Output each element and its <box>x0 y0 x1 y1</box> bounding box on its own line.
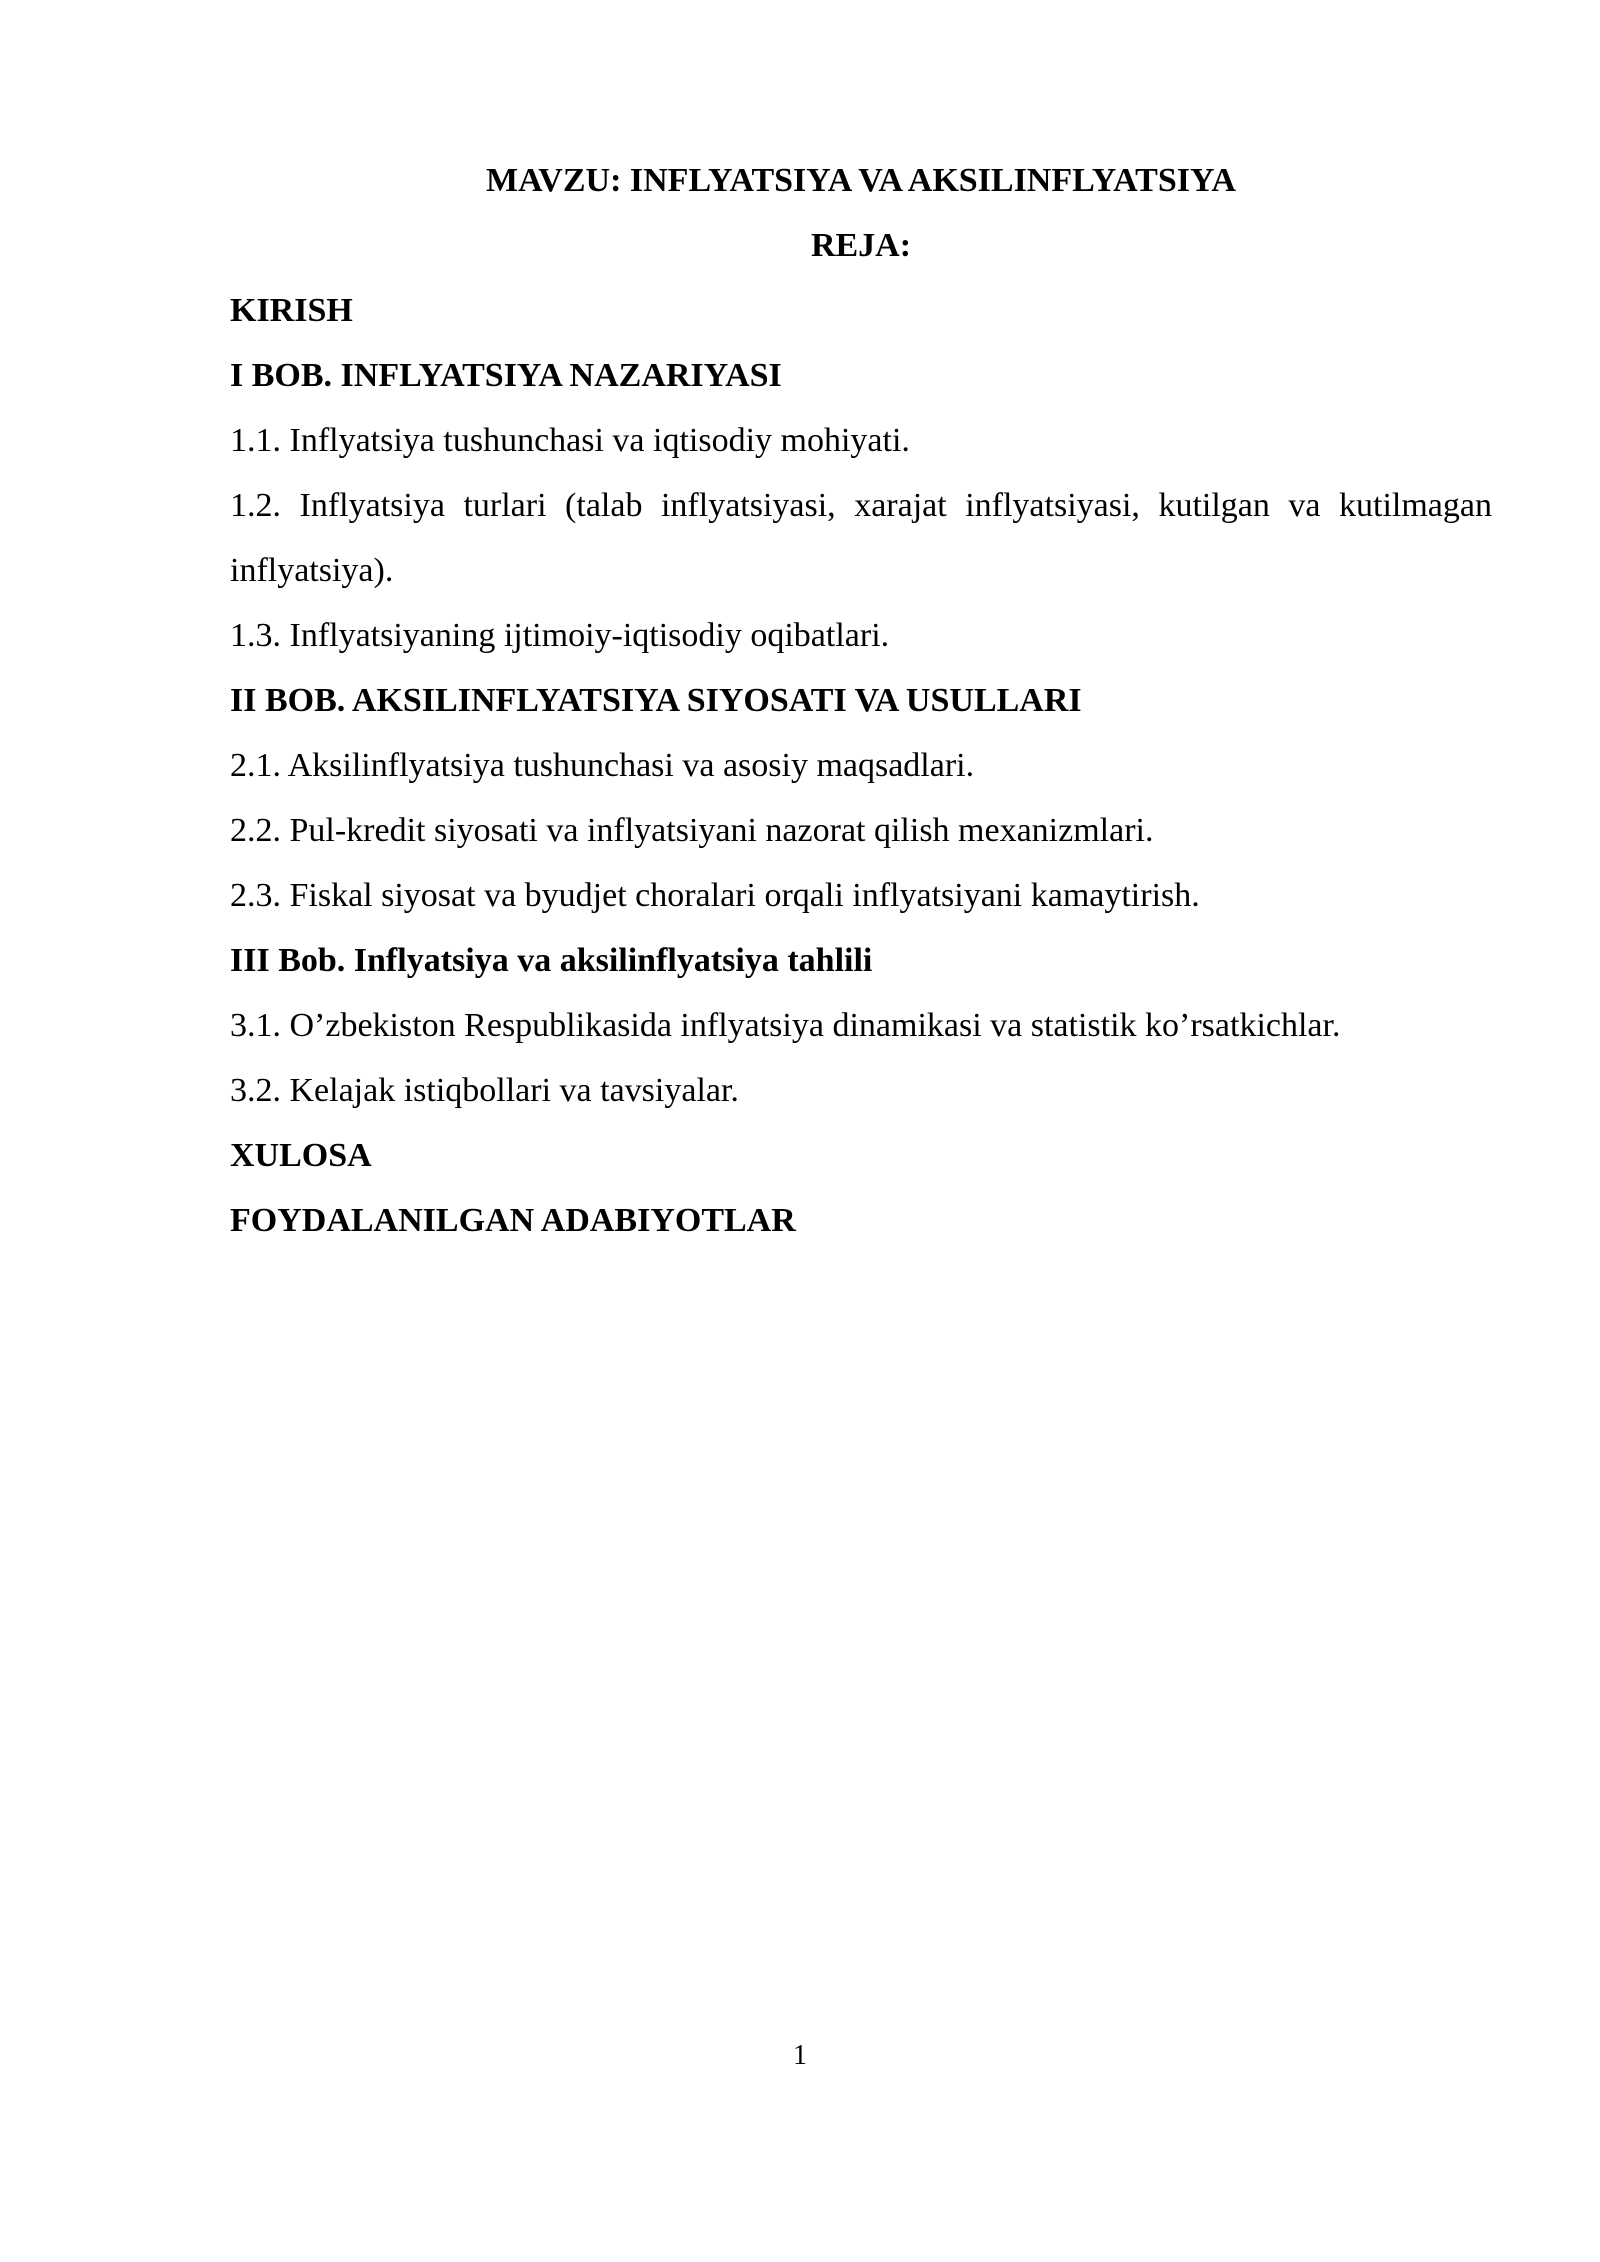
section-introduction: KIRISH <box>230 292 353 329</box>
chapter-2-heading: II BOB. AKSILINFLYATSIYA SIYOSATI VA USULLARI <box>230 682 1082 719</box>
item-3-1: 3.1. O’zbekiston Respublikasida inflyatsiya dinamikasi va statistik ko’rsatkichlar. <box>230 1007 1341 1044</box>
chapter-3-heading: III Bob. Inflyatsiya va aksilinflyatsiya tahlili <box>230 942 873 979</box>
item-1-1: 1.1. Inflyatsiya tushunchasi va iqtisodiy mohiyati. <box>230 422 910 459</box>
chapter-1-heading: I BOB. INFLYATSIYA NAZARIYASI <box>230 357 782 394</box>
item-2-2: 2.2. Pul-kredit siyosati va inflyatsiyani nazorat qilish mexanizmlari. <box>230 812 1154 849</box>
item-1-2: 1.2. Inflyatsiya turlari (talab inflyatsiyasi, xarajat inflyatsiyasi, kutilgan va kutilmagan inflyatsiya). <box>230 487 1492 589</box>
item-2-1: 2.1. Aksilinflyatsiya tushunchasi va asosiy maqsadlari. <box>230 747 975 784</box>
page-content <box>230 148 1492 1253</box>
plan-heading: REJA: <box>810 227 912 264</box>
section-references: FOYDALANILGAN ADABIYOTLAR <box>230 1202 796 1239</box>
topic-title: MAVZU: INFLYATSIYA VA AKSILINFLYATSIYA <box>486 162 1236 199</box>
item-2-3: 2.3. Fiskal siyosat va byudjet choralari orqali inflyatsiyani kamaytirish. <box>230 877 1200 914</box>
section-conclusion: XULOSA <box>230 1137 372 1174</box>
page-number: 1 <box>793 2040 807 2071</box>
item-3-2: 3.2. Kelajak istiqbollari va tavsiyalar. <box>230 1072 739 1109</box>
item-1-3: 1.3. Inflyatsiyaning ijtimoiy-iqtisodiy oqibatlari. <box>230 617 890 654</box>
